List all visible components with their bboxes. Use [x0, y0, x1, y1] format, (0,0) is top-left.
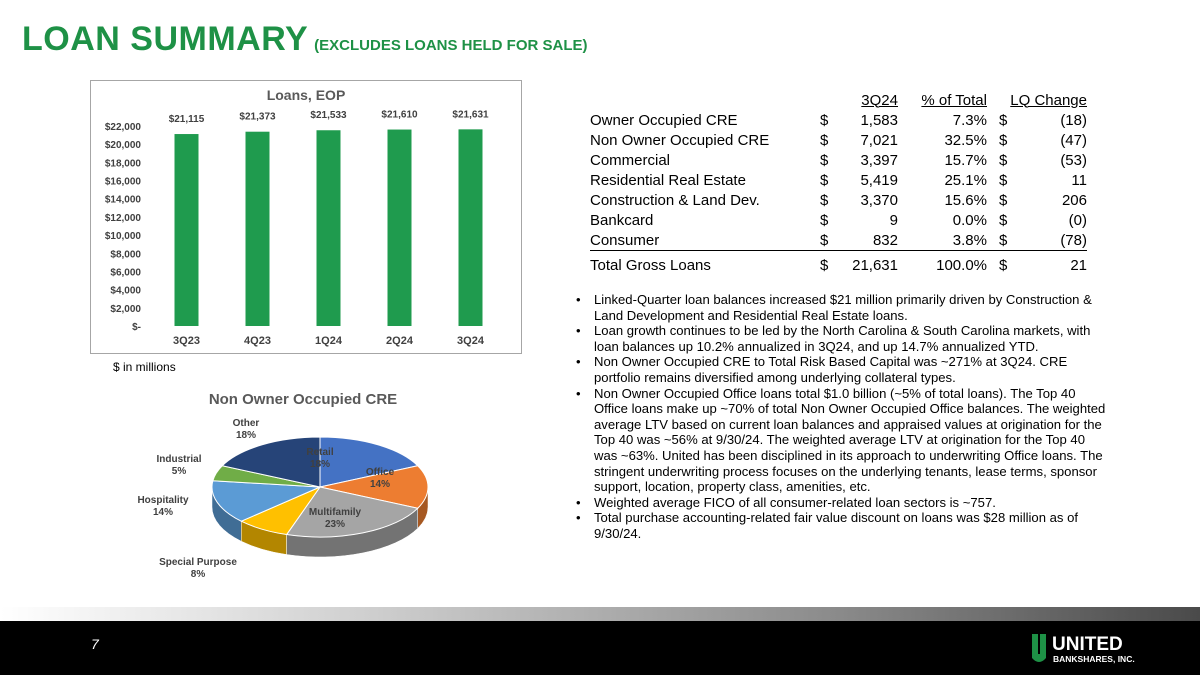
bar-data-label: $21,610	[381, 109, 418, 121]
page-number: 7	[91, 636, 99, 652]
bar-3q23	[175, 134, 199, 326]
cell-d2: $	[999, 111, 1008, 129]
cell-pct: 25.1%	[944, 171, 987, 189]
cell-d2: $	[999, 131, 1008, 149]
bar-data-label: $21,533	[310, 110, 347, 122]
bar-chart-title: Loans, EOP	[266, 87, 346, 103]
x-tick-label: 2Q24	[386, 335, 413, 347]
table-row	[590, 251, 1087, 276]
cell-d1: $	[820, 211, 829, 229]
table-row	[590, 130, 1087, 150]
title-main: LOAN SUMMARY	[22, 20, 309, 58]
x-tick-label: 4Q23	[244, 335, 271, 347]
cell-d2: $	[999, 256, 1008, 274]
footer-gradient	[0, 607, 1200, 621]
cell-change: (47)	[1060, 131, 1087, 149]
header-blank	[590, 90, 820, 110]
pie-pct-industrial: 5%	[171, 466, 187, 477]
cell-d2: $	[999, 211, 1008, 229]
pie-label-special-purpose: Special Purpose	[159, 557, 237, 568]
cell-d1: $	[820, 256, 829, 274]
y-tick-label: $10,000	[104, 231, 141, 243]
y-tick-label: $18,000	[104, 158, 141, 170]
cell-pct: 3.8%	[898, 230, 987, 251]
cell-d1: $	[820, 171, 829, 189]
table-row	[590, 110, 1087, 130]
header-lq-change: LQ Change	[1010, 91, 1087, 109]
cell-d1: $	[820, 151, 829, 169]
cell-pct: 7.3%	[952, 111, 987, 129]
y-tick-label: $2,000	[110, 303, 141, 315]
y-tick-label: $14,000	[104, 194, 141, 206]
x-tick-label: 3Q23	[173, 335, 200, 347]
table-row	[590, 210, 1087, 230]
header-3q24: 3Q24	[861, 91, 898, 109]
table-header-row	[590, 90, 1087, 110]
pie-label-other: Other	[232, 418, 260, 429]
y-tick-label: $6,000	[110, 267, 141, 279]
bar-data-label: $21,115	[168, 114, 205, 126]
cell-pct: 0.0%	[952, 211, 987, 229]
cell-d2: $	[999, 191, 1008, 209]
header-pct-total: % of Total	[921, 91, 987, 109]
bar-2q24	[388, 130, 412, 326]
table-row	[590, 150, 1087, 170]
cell-pct: 32.5%	[944, 131, 987, 149]
pie-pct-hospitality: 14%	[152, 507, 174, 518]
y-tick-label: $16,000	[104, 176, 141, 188]
pie-pct-retail: 18%	[309, 459, 331, 470]
pie-pct-multifamily: 23%	[324, 519, 346, 530]
y-tick-label: $8,000	[110, 249, 141, 261]
bar-data-label: $21,631	[452, 109, 489, 121]
cell-change: (0)	[1068, 211, 1087, 229]
table-row	[590, 190, 1087, 210]
table-row	[590, 170, 1087, 190]
pie-chart-svg	[120, 385, 500, 600]
bullet-item: • Non Owner Occupied Office loans total $1.0 billion (~5% of total loans). The Top 40 Office loans make up ~70% of total Non Owner Occupied Office balances. The weighted average LTV based on current loan balances and appraised values at origination for the Top 40 was ~56% at 9/30/24. The weighted average LTV at origination for the Top 40 was ~63%. United has been disciplined in its approach to underwriting Office loans. The stringent underwriting process focuses on the underlying tenants, lease terms, sponsor support, location, property class, amenities, etc.	[572, 386, 1107, 495]
cell-pct: 15.6%	[944, 191, 987, 209]
cell-change: (53)	[1060, 151, 1087, 169]
bar-data-label: $21,373	[239, 111, 276, 123]
cell-d2: $	[987, 230, 1021, 251]
cell-change: 21	[1070, 256, 1087, 274]
cell-change: 11	[1071, 171, 1087, 189]
pie-label-retail: Retail	[306, 447, 334, 458]
y-tick-label: $22,000	[104, 122, 141, 133]
cell-name: Non Owner Occupied CRE	[590, 131, 770, 149]
cell-name: Owner Occupied CRE	[590, 111, 738, 129]
cell-name: Commercial	[590, 151, 671, 169]
x-tick-label: 3Q24	[457, 335, 484, 347]
cell-name: Bankcard	[590, 211, 654, 229]
title-subtitle: (EXCLUDES LOANS HELD FOR SALE)	[314, 37, 588, 54]
pie-pct-special-purpose: 8%	[190, 569, 206, 580]
cell-name: Consumer	[590, 230, 820, 251]
cell-d1: $	[820, 230, 834, 251]
cell-d2: $	[999, 171, 1008, 189]
y-tick-label: $12,000	[104, 212, 141, 224]
header-blank	[820, 90, 834, 110]
cell-pct: 100.0%	[936, 256, 987, 274]
united-bankshares-logo	[1030, 632, 1180, 666]
y-tick-label: $20,000	[104, 140, 141, 152]
pie-label-hospitality: Hospitality	[137, 495, 189, 506]
bullet-item: • Weighted average FICO of all consumer-related loan sectors is ~757.	[572, 495, 1107, 511]
bullet-item: • Linked-Quarter loan balances increased $21 million primarily driven by Construction & Land Development and Residential Real Estate loans.	[572, 292, 1107, 323]
loan-table	[590, 90, 1087, 275]
cell-amount: 5,419	[860, 171, 898, 189]
cell-amount: 3,370	[860, 191, 898, 209]
pie-pct-office: 14%	[369, 479, 391, 490]
cell-amount: 832	[834, 230, 898, 251]
x-tick-label: 1Q24	[315, 335, 342, 347]
bullet-item: • Non Owner Occupied CRE to Total Risk Based Capital was ~271% at 3Q24. CRE portfolio remains diversified among underlying collateral types.	[572, 354, 1107, 385]
bar-1q24	[317, 130, 341, 326]
cell-amount: 9	[889, 211, 898, 229]
logo-mark-icon	[1032, 634, 1046, 662]
cell-amount: 3,397	[860, 151, 898, 169]
pie-label-multifamily: Multifamily	[308, 507, 362, 518]
cell-d2: $	[999, 151, 1008, 169]
logo-text-bankshares: BANKSHARES, INC.	[1053, 654, 1135, 664]
bar-chart-svg	[91, 81, 521, 353]
cell-name: Construction & Land Dev.	[590, 191, 760, 209]
bullet-item: • Loan growth continues to be led by the North Carolina & South Carolina markets, with loan balances up 10.2% annualized in 3Q24, and up 14.7% annualized YTD.	[572, 323, 1107, 354]
cell-change: (78)	[1021, 230, 1087, 251]
cell-d1: $	[820, 111, 829, 129]
commentary-bullets	[572, 292, 1107, 542]
bar-3q24	[459, 129, 483, 326]
cell-amount: 7,021	[860, 131, 898, 149]
y-tick-label: $4,000	[110, 285, 141, 297]
bar-4q23	[246, 132, 270, 326]
loan-table-body	[590, 110, 1087, 275]
cell-change: 206	[1061, 191, 1087, 209]
page-title	[22, 22, 588, 56]
footer-bar	[0, 621, 1200, 675]
cre-pie-chart	[120, 385, 500, 600]
pie-chart-title: Non Owner Occupied CRE	[208, 391, 398, 408]
loans-bar-chart	[90, 80, 522, 354]
logo-text-united: UNITED	[1052, 634, 1123, 655]
cell-change: (18)	[1060, 111, 1087, 129]
cell-name: Residential Real Estate	[590, 171, 746, 189]
cell-amount: 1,583	[860, 111, 898, 129]
pie-pct-other: 18%	[235, 430, 257, 441]
pie-label-office: Office	[365, 467, 395, 478]
cell-d1: $	[820, 131, 829, 149]
cell-name: Total Gross Loans	[590, 256, 711, 274]
cell-d1: $	[820, 191, 829, 209]
bullet-item: • Total purchase accounting-related fair value discount on loans was $28 million as of 9/30/24.	[572, 510, 1107, 541]
units-note: $ in millions	[113, 360, 176, 374]
y-tick-label: $-	[132, 322, 141, 333]
cell-amount: 21,631	[852, 256, 898, 274]
table-row	[590, 230, 1087, 251]
cell-pct: 15.7%	[944, 151, 987, 169]
pie-label-industrial: Industrial	[156, 454, 202, 465]
